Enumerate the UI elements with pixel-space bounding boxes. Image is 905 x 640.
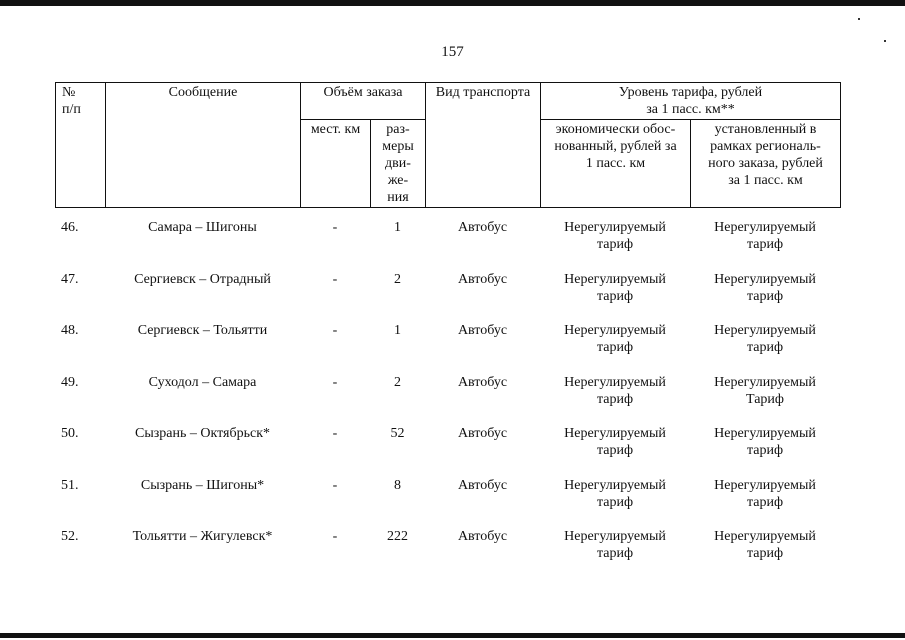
header-number: № п/п <box>56 83 106 208</box>
row-tariff-set: Нерегулируемый тариф <box>714 220 816 252</box>
row-transport: Автобус <box>457 271 508 287</box>
table-row <box>55 322 840 374</box>
row-km: - <box>332 477 338 493</box>
scan-top-border <box>0 0 905 6</box>
header-volume-km: мест. км <box>301 120 371 208</box>
row-tariff-econ: Нерегулируемый тариф <box>564 220 666 252</box>
table-body <box>55 219 840 580</box>
page-number: 157 <box>441 44 464 60</box>
row-tariff-econ: Нерегулируемый тариф <box>564 477 666 510</box>
row-km: - <box>332 323 338 338</box>
table-row <box>55 271 840 323</box>
row-tariff-set: Нерегулируемый Тариф <box>714 374 816 407</box>
header-route: Сообщение <box>106 83 301 208</box>
row-size: 52 <box>390 426 405 441</box>
row-tariff-econ: Нерегулируемый тариф <box>564 323 666 355</box>
row-route: Сызрань – Шигоны* <box>140 477 265 493</box>
row-km: - <box>332 426 338 441</box>
row-tariff-set: Нерегулируемый тариф <box>714 271 816 304</box>
header-transport: Вид транспорта <box>426 83 541 208</box>
row-transport: Автобус <box>457 374 508 390</box>
row-number: 52. <box>61 529 79 544</box>
row-tariff-econ: Нерегулируемый тариф <box>564 271 666 304</box>
table-row <box>55 374 840 426</box>
row-tariff-econ: Нерегулируемый тариф <box>564 374 666 407</box>
row-number: 48. <box>61 323 79 338</box>
table-row <box>55 425 840 477</box>
row-km: - <box>332 271 338 287</box>
header-tariff: Уровень тарифа, рублей за 1 пасс. км** <box>541 83 841 120</box>
row-number: 47. <box>61 271 79 287</box>
row-km: - <box>332 529 338 544</box>
row-transport: Автобус <box>457 323 508 338</box>
row-km: - <box>332 220 338 235</box>
row-transport: Автобус <box>457 529 508 544</box>
row-tariff-set: Нерегулируемый тариф <box>714 529 816 561</box>
row-number: 50. <box>61 426 79 441</box>
scan-speck <box>884 40 886 42</box>
row-km: - <box>332 374 338 390</box>
row-number: 49. <box>61 374 79 390</box>
row-tariff-econ: Нерегулируемый тариф <box>564 529 666 561</box>
header-tariff-econ: экономически обос- нованный, рублей за 1 пасс. км <box>541 120 691 208</box>
row-size: 222 <box>387 529 408 544</box>
scan-speck <box>858 18 860 20</box>
row-number: 51. <box>61 477 79 493</box>
row-route: Суходол – Самара <box>148 374 257 390</box>
row-transport: Автобус <box>457 426 508 441</box>
row-route: Сергиевск – Отрадный <box>134 271 271 287</box>
row-size: 2 <box>394 374 401 390</box>
row-size: 2 <box>394 271 401 287</box>
row-tariff-set: Нерегулируемый тариф <box>714 477 816 510</box>
header-volume-size: раз- меры дви- же- ния <box>371 120 426 208</box>
row-number: 46. <box>61 220 79 235</box>
row-tariff-econ: Нерегулируемый тариф <box>564 426 666 458</box>
row-size: 8 <box>394 477 401 493</box>
table-header <box>55 82 841 208</box>
table-row <box>55 219 840 271</box>
table-row <box>55 477 840 529</box>
row-route: Тольятти – Жигулевск* <box>132 529 273 544</box>
row-tariff-set: Нерегулируемый тариф <box>714 323 816 355</box>
row-transport: Автобус <box>457 477 508 493</box>
row-size: 1 <box>394 323 401 338</box>
row-route: Самара – Шигоны <box>148 220 257 235</box>
header-volume: Объём заказа <box>301 83 426 120</box>
table-row <box>55 528 840 580</box>
scan-bottom-border <box>0 633 905 638</box>
row-transport: Автобус <box>457 220 508 235</box>
row-size: 1 <box>394 220 401 235</box>
row-route: Сергиевск – Тольятти <box>137 323 268 338</box>
header-tariff-set: установленный в рамках региональ- ного заказа, рублей за 1 пасс. км <box>691 120 841 208</box>
row-route: Сызрань – Октябрьск* <box>135 426 270 441</box>
row-tariff-set: Нерегулируемый тариф <box>714 426 816 458</box>
